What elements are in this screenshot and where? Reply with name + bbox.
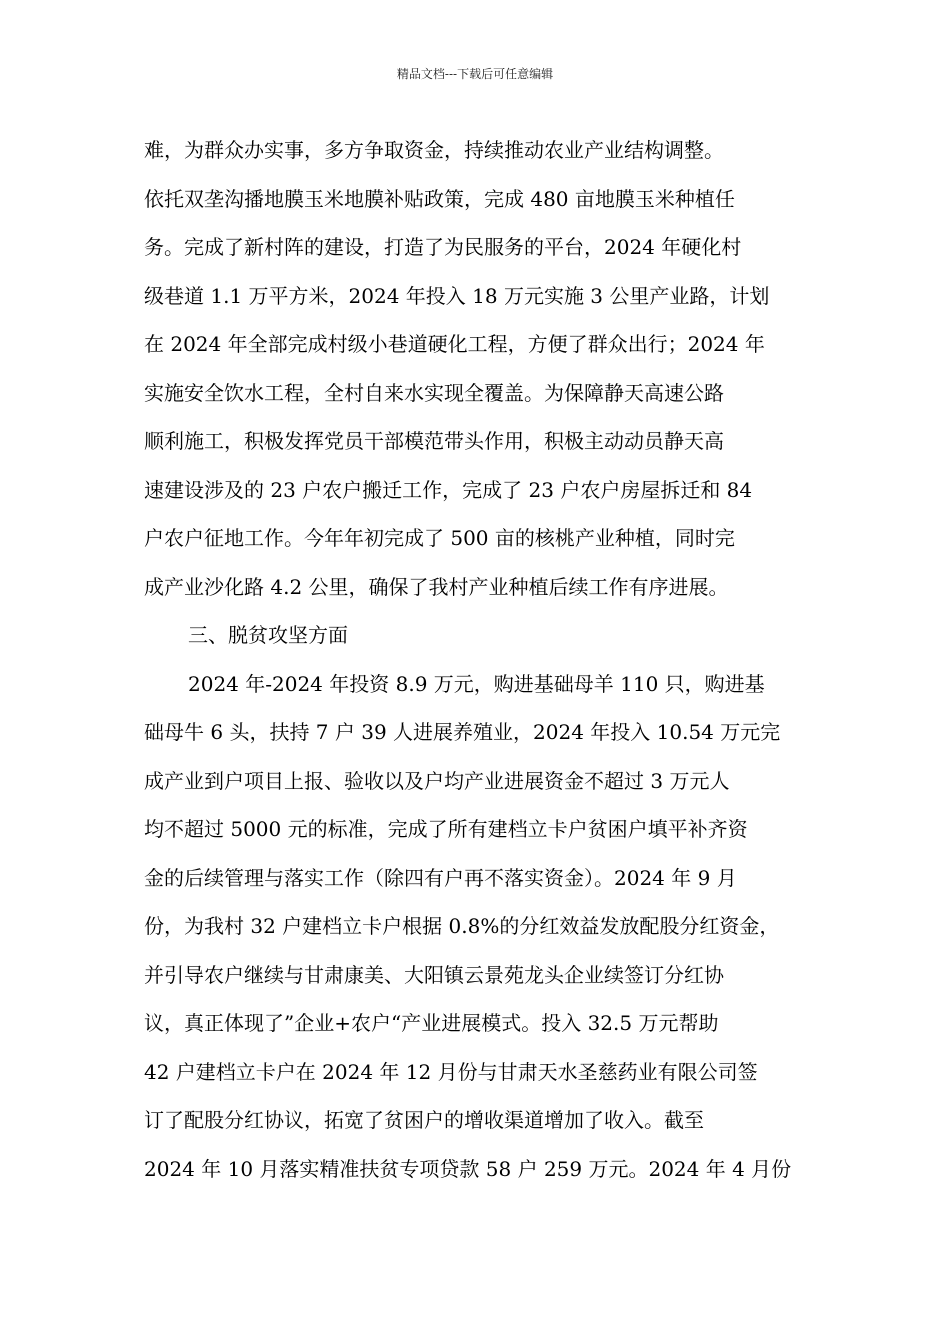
text-line: 在 2024 年全部完成村级小巷道硬化工程，方便了群众出行；2024 年 <box>144 332 765 356</box>
text-line: 议，真正体现了”企业+农户“产业进展模式。投入 32.5 万元帮助 <box>144 1011 719 1035</box>
text-line: 金的后续管理与落实工作（除四有户再不落实资金）。2024 年 9 月 <box>144 865 737 890</box>
text-line: 成产业到户项目上报、验收以及户均产业进展资金不超过 3 万元人 <box>144 768 730 793</box>
text-line: 成产业沙化路 4.2 公里，确保了我村产业种植后续工作有序进展。 <box>144 574 729 599</box>
text-line: 顺利施工，积极发挥党员干部模范带头作用，积极主动动员静天高 <box>144 429 724 453</box>
text-line: 并引导农户继续与甘肃康美、大阳镇云景苑龙头企业续签订分红协 <box>144 962 724 987</box>
text-line: 2024 年-2024 年投资 8.9 万元，购进基础母羊 110 只，购进基 <box>188 671 765 696</box>
text-line: 2024 年 10 月落实精准扶贫专项贷款 58 户 259 万元。2024 年 4 月份 <box>144 1156 792 1181</box>
text-line: 速建设涉及的 23 户农户搬迁工作，完成了 23 户农户房屋拆迁和 84 <box>144 477 753 502</box>
text-line: 42 户建档立卡户在 2024 年 12 月份与甘肃天水圣慈药业有限公司签 <box>144 1059 758 1084</box>
text-line: 务。完成了新村阵的建设，打造了为民服务的平台，2024 年硬化村 <box>144 235 742 259</box>
page-header: 精品文档---下载后可任意编辑 <box>396 67 554 81</box>
section-heading: 三、脱贫攻坚方面 <box>188 623 348 647</box>
text-line: 础母牛 6 头，扶持 7 户 39 人进展养殖业，2024 年投入 10.54 万元完 <box>144 720 781 744</box>
text-line: 难，为群众办实事，多方争取资金，持续推动农业产业结构调整。 <box>144 138 724 162</box>
text-line: 订了配股分红协议，拓宽了贫困户的增收渠道增加了收入。截至 <box>144 1108 704 1132</box>
text-line: 实施安全饮水工程，全村自来水实现全覆盖。为保障静天高速公路 <box>144 380 724 405</box>
document-body <box>144 126 824 1193</box>
text-line: 均不超过 5000 元的标准，完成了所有建档立卡户贫困户填平补齐资 <box>144 817 748 841</box>
text-line: 级巷道 1.1 万平方米，2024 年投入 18 万元实施 3 公里产业路，计划 <box>144 283 770 308</box>
text-line: 依托双垄沟播地膜玉米地膜补贴政策，完成 480 亩地膜玉米种植任 <box>144 186 735 211</box>
text-line: 份，为我村 32 户建档立卡户根据 0.8%的分红效益发放配股分红资金， <box>144 914 780 938</box>
text-line: 户农户征地工作。今年年初完成了 500 亩的核桃产业种植，同时完 <box>144 526 735 550</box>
